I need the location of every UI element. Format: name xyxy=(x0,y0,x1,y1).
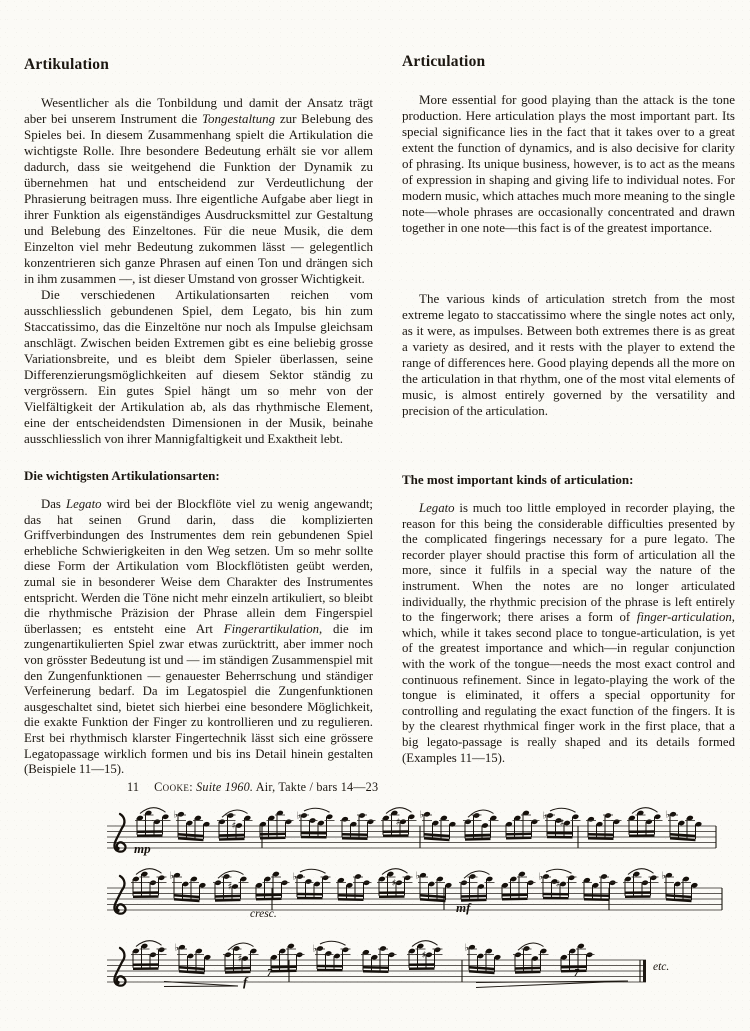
svg-text:♯: ♯ xyxy=(227,881,233,893)
english-column-lower xyxy=(402,472,735,766)
svg-text:♭: ♭ xyxy=(464,942,469,954)
svg-text:♯: ♯ xyxy=(421,949,427,961)
english-paragraph-2: The various kinds of articulation stretch from the most extreme legato to staccatissimo where the single notes act only, as it were, as impulses. Between both extremes there is as great a variety as desired, and it rests with the player to extend the range of differences here. Good playing depends all the more on the articulation in that rhythm, one of the most vital elements of music, is almost entirely governed by the versatility and precision of the articulation. xyxy=(402,291,735,418)
english-heading: Articulation xyxy=(402,53,486,70)
svg-text:♭: ♭ xyxy=(173,809,178,821)
svg-text:♭: ♭ xyxy=(174,942,179,954)
german-column-upper xyxy=(24,56,373,447)
english-paragraph-1: More essential for good playing than the attack is the tone production. Here articulation plays the most important part. Its special significance lies in the fact that it takes over to a great extent the function of dynamics, and is also decisive for clarity of phrasing. Its unique business, however, is to act as the means of expression in shaping and giving life to individual notes. For modern music, which attaches much more meaning to the single note—whole phrases are occasionally concentrated and drawn together in one note—this fact is of the greatest importance. xyxy=(402,92,735,235)
svg-text:♯: ♯ xyxy=(231,820,237,832)
music-example-caption: 11 Cooke: Suite 1960. Air, Takte / bars 14—23 xyxy=(127,780,379,794)
svg-text:♯: ♯ xyxy=(555,879,561,890)
english-column-upper xyxy=(402,53,735,236)
svg-text:♯: ♯ xyxy=(391,877,397,889)
english-subheading: The most important kinds of articulation: xyxy=(402,472,634,487)
svg-text:7: 7 xyxy=(267,968,272,979)
svg-text:♭: ♭ xyxy=(415,870,420,882)
english-paragraph-3: Legato is much too little employed in recorder playing, the reason for this being the considerable difficulties presented by the complicated fingerings necessary for a pure legato. The recorder player should practise this form of articulation all the more, since it fulfils in a special way the nature of the instrument. When the notes are no longer articulated individually, the rhythmic precision of the phrase is left entirely to the fingerwork; there arises a form of finger-articulation, which, while it takes second place to tongue-articulation, is yet of the greatest importance and which—in regular conjunction with the work of the tongue—needs the most exact control and continuous refinement. Since in legato-playing the work of the tongue is eliminated, it offers a special opportunity for controlling and regulating the exact function of the fingers. It is by the clearest rhythmical finger work in the first place, that a big legato-passage is really shaped and its details formed (Examples 11—15). xyxy=(402,501,735,765)
music-staff-system-3 xyxy=(104,940,704,1016)
german-column-lower xyxy=(24,468,373,778)
dynamic-mp-label: mp xyxy=(134,841,151,856)
english-column-middle xyxy=(402,291,735,419)
svg-text:♯: ♯ xyxy=(559,818,565,829)
svg-text:♭: ♭ xyxy=(661,870,666,882)
svg-text:♭: ♭ xyxy=(665,809,670,821)
svg-text:♭: ♭ xyxy=(296,810,301,822)
svg-text:♯: ♯ xyxy=(237,953,243,965)
dynamic-cresc-label: cresc. xyxy=(250,908,277,920)
dynamic-f-label: f xyxy=(243,974,248,989)
svg-text:♭: ♭ xyxy=(312,943,317,955)
german-paragraph-1: Wesentlicher als die Tonbildung und damit der Ansatz trägt aber bei unserem Instrument die Tongestaltung zur Belebung des Spieles bei. In diesem Zusammenhang spielt die Artikulation die wichtigste Rolle. Ihre besondere Bedeutung erhält sie vor allem dadurch, dass sie weitgehend die Funktion der Dynamik zu übernehmen hat und entscheidend zur Verdeutlichung der Phrasierung beitragen muss. Ihre eigentliche Aufgabe aber liegt in ihrer Funktion als eigenständiges Ausdrucksmittel zur Gestaltung und Belebung des Einzeltones. Für die neue Musik, die dem Einzelton viel mehr Bedeutung zukommen lässt — gelegentlich konzentrieren sich ganze Phrasen auf einen Ton und drängen sich in ihm zusammen —, ist dieser Umstand von grosser Wichtigkeit. xyxy=(24,95,374,286)
svg-text:♭: ♭ xyxy=(292,871,297,883)
svg-text:♭: ♭ xyxy=(538,871,543,883)
etc-label: etc. xyxy=(653,961,670,973)
german-subheading: Die wichtigsten Artikulationsarten: xyxy=(24,468,220,483)
music-staff-system-2 xyxy=(104,868,730,940)
german-paragraph-3: Das Legato wird bei der Blockflöte viel zu wenig angewandt; das hat seinen Grund darin, dass die komplizierten Griffverbindungen des Instrumentes dem rein gebundenen Spiel erhebliche Schwierigkeiten in den Weg setzen. Um so mehr sollte diese Form der Artikulation vom Blockflötisten geübt werden, zumal sie in besonderer Weise dem Charakter des Instrumentes entspricht. Werden die Töne nicht mehr einzeln artikuliert, so bleibt die rhythmische Präzision der Phrase allein dem Fingerspiel überlassen; es entsteht eine Art Fingerartikulation, die im zungenartikulierten Spiel zwar etwas zurücktritt, aber immer noch von grösster Bedeutung ist und — im ständigen Zusammenspiel mit den Zungenfunktionen — genauester Beherrschung und ständiger Verfeinerung bedarf. Da im Legatospiel die Zungenfunktionen ausgeschaltet sind, bietet sich hierbei eine besondere Möglichkeit, die exakte Funktion der Finger zu kontrollieren und zu regulieren. Erst bei rhythmisch klarster Fingertechnik lässt sich eine grössere Legatopassage wirklich formen und bis ins Detail hinein gestalten (Beispiele 11—15). xyxy=(24,497,373,777)
dynamic-mf-label: mf xyxy=(456,900,471,915)
german-heading: Artikulation xyxy=(24,56,110,73)
german-paragraph-2: Die verschiedenen Artikulationsarten reichen vom ausschliesslich gebundenen Spiel, dem Legato, bis hin zum Staccatissimo, das die Einzeltöne nur noch als Impulse gleichsam anschlägt. Zwischen beiden Extremen gibt es eine beliebig grosse Variationsbreite, und es bleibt dem Spieler überlassen, seine Differenzierungsmöglichkeiten auf diesem Sektor ständig zu vergrössern. Ein gutes Spiel hängt um so mehr von der Vielfältigkeit der Artikulation ab, als das rhythmische Element, eine der entscheidendsten Dimensionen in der Musik, beinahe ausschliesslich von ihrer Mannigfaltigkeit und Exaktheit lebt. xyxy=(24,287,373,446)
svg-text:♭: ♭ xyxy=(542,810,547,822)
svg-text:7: 7 xyxy=(574,968,579,979)
svg-text:♯: ♯ xyxy=(395,816,401,828)
svg-text:♭: ♭ xyxy=(169,870,174,882)
svg-text:♭: ♭ xyxy=(419,809,424,821)
